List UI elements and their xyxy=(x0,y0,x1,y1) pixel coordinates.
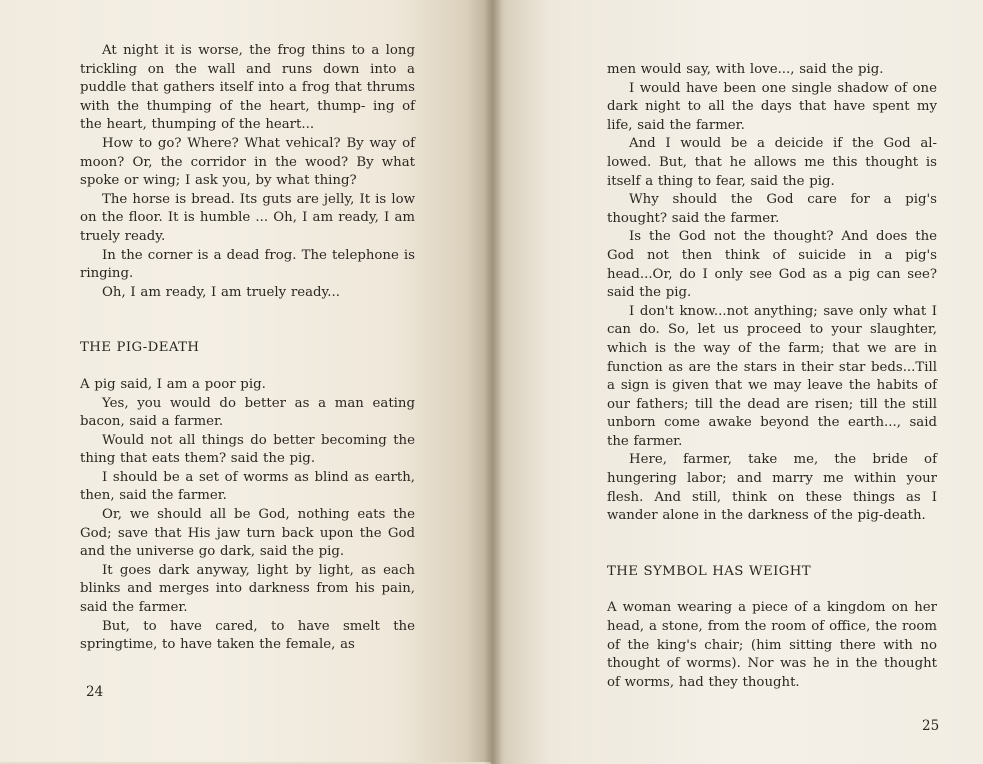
paragraph: I would have been one single shadow of one dark night to all the days that have spent my life, said the farmer. xyxy=(607,80,937,133)
paragraph: I should be a set of worms as blind as earth, then, said the farmer. xyxy=(80,469,415,504)
paragraph: Oh, I am ready, I am truely ready... xyxy=(102,284,340,300)
right-page-text xyxy=(607,61,937,692)
page-number: 25 xyxy=(922,718,940,734)
paragraph: I don't know...not anything; save only what I can do. So, let us proceed to your slaughter, which is the way of the farm; that we are in function as are the stars in their star beds...Till a sign is given that we may leave the habits of our fathers; till the dead are risen; till the still unborn come awake beyond the earth..., said the farmer. xyxy=(607,303,937,449)
paragraph: In the corner is a dead frog. The telephone is ringing. xyxy=(80,247,415,282)
paragraph: At night it is worse, the frog thins to a long trickling on the wall and runs down into a puddle that gathers itself into a frog that thrums with the thumping of the heart, thump- ing of the heart, thumping of the heart... xyxy=(80,43,415,133)
paragraph: A pig said, I am a poor pig. xyxy=(80,376,266,392)
paragraph: And I would be a deicide if the God al- lowed. But, that he allows me this thought is itself a thing to fear, said the pig. xyxy=(607,136,937,189)
paragraph: But, to have cared, to have smelt the springtime, to have taken the female, as xyxy=(80,618,415,653)
page-number: 24 xyxy=(86,684,104,700)
section-heading: THE PIG-DEATH xyxy=(80,340,200,356)
paragraph: A woman wearing a piece of a kingdom on her head, a stone, from the room of office, the room of the king's chair; (him sitting there with no thought of worms). Nor was he in the thought of worms, had they thought. xyxy=(607,600,937,690)
paragraph: How to go? Where? What vehical? By way of moon? Or, the corridor in the wood? By what spoke or wing; I ask you, by what thing? xyxy=(80,135,415,189)
paragraph: men would say, with love..., said the pig. xyxy=(607,62,884,77)
section-spacer xyxy=(607,526,937,563)
section-spacer xyxy=(607,581,937,599)
section-heading: THE SYMBOL HAS WEIGHT xyxy=(607,563,812,579)
section-spacer xyxy=(80,302,415,339)
paragraph: Is the God not the thought? And does the God not then think of suicide in a pig's head...Or, do I only see God as a pig can see? said the pig. xyxy=(607,229,937,301)
left-page xyxy=(0,0,491,764)
left-page-text xyxy=(80,42,415,655)
paragraph: Would not all things do better becoming the thing that eats them? said the pig. xyxy=(80,432,415,467)
paragraph: Yes, you would do better as a man eating bacon, said a farmer. xyxy=(80,395,415,430)
paragraph: Or, we should all be God, nothing eats the God; save that His jaw turn back upon the God and the universe go dark, said the pig. xyxy=(80,507,415,560)
paragraph: The horse is bread. Its guts are jelly, It is low on the floor. It is humble ... Oh, I am ready, I am truely ready. xyxy=(80,191,415,244)
paragraph: It goes dark anyway, light by light, as each blinks and merges into darkness from his pain, said the farmer. xyxy=(80,562,415,616)
paragraph: Here, farmer, take me, the bride of hungering labor; and marry me within your flesh. And still, think on these things as I wander alone in the darkness of the pig-death. xyxy=(607,452,937,524)
section-spacer xyxy=(80,358,415,376)
paragraph: Why should the God care for a pig's thought? said the farmer. xyxy=(607,192,937,226)
